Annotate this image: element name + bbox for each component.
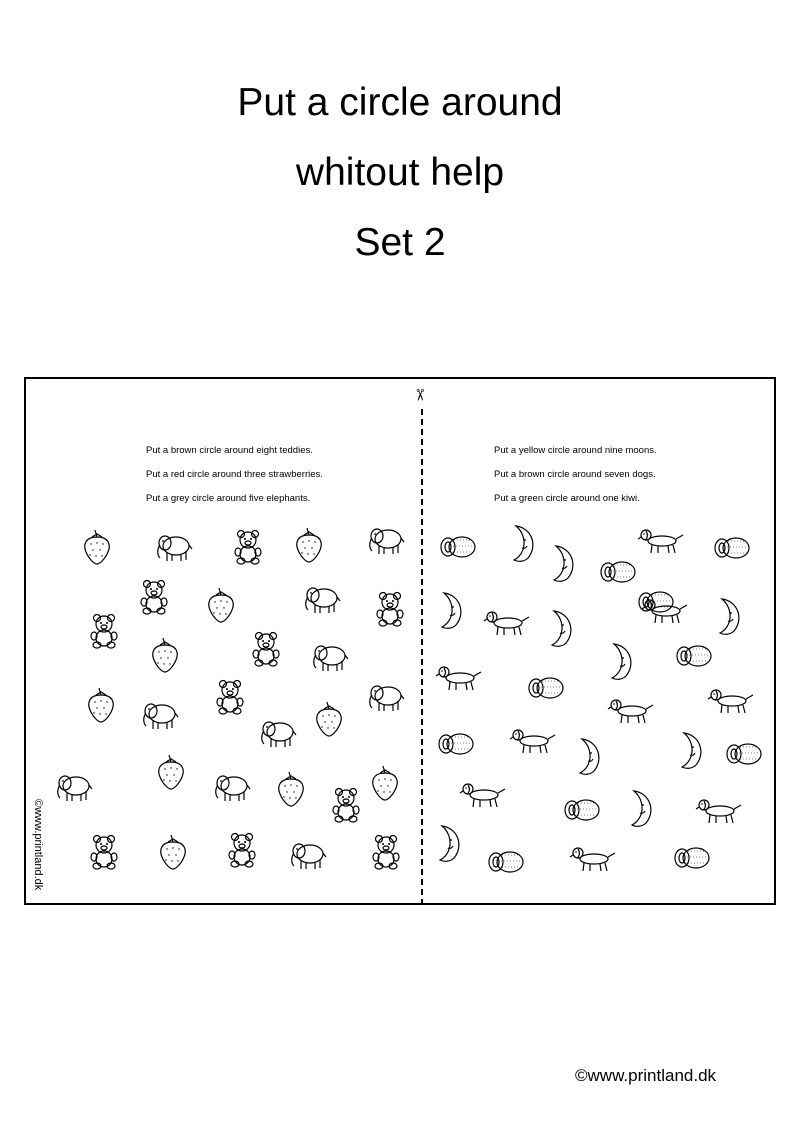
title-line-2: whitout help [295, 151, 505, 194]
footer-copyright: ©www.printland.dk [575, 1066, 717, 1085]
strawberry-icon [86, 687, 116, 723]
dog-icon [642, 597, 688, 625]
dog-icon [696, 797, 742, 825]
elephant-icon [212, 771, 250, 803]
instruction-kiwi: Put a green circle around one kiwi. [494, 493, 640, 504]
elephant-icon [310, 641, 348, 673]
left-instructions [146, 439, 323, 511]
teddy-bear-icon [226, 832, 258, 868]
strawberry-icon [276, 771, 306, 807]
teddy-bear-icon [88, 834, 120, 870]
kiwi-icon [564, 797, 600, 823]
title-line-3: Set 2 [354, 221, 446, 264]
dog-icon [484, 609, 530, 637]
moon-icon [546, 609, 576, 647]
right-instructions [494, 439, 657, 511]
teddy-bear-icon [214, 679, 246, 715]
worksheet-frame [24, 377, 776, 905]
teddy-bear-icon [250, 631, 282, 667]
moon-icon [436, 591, 466, 629]
elephant-icon [140, 699, 178, 731]
dog-icon [608, 697, 654, 725]
elephant-icon [54, 771, 92, 803]
teddy-bear-icon [370, 834, 402, 870]
strawberry-icon [158, 834, 188, 870]
elephant-icon [154, 531, 192, 563]
kiwi-icon [528, 675, 564, 701]
dog-icon [570, 845, 616, 873]
page-title [0, 68, 800, 278]
dog-icon [638, 527, 684, 555]
kiwi-icon [726, 741, 762, 767]
teddy-bear-icon [232, 529, 264, 565]
strawberry-icon [150, 637, 180, 673]
dog-icon [510, 727, 556, 755]
dog-icon [708, 687, 754, 715]
dog-icon [436, 664, 482, 692]
instruction-dogs: Put a brown circle around seven dogs. [494, 469, 656, 480]
title-line-1: Put a circle around [237, 81, 563, 124]
strawberry-icon [294, 527, 324, 563]
elephant-icon [302, 583, 340, 615]
kiwi-icon [676, 643, 712, 669]
teddy-bear-icon [330, 787, 362, 823]
moon-icon [508, 524, 538, 562]
elephant-icon [258, 717, 296, 749]
strawberry-icon [156, 754, 186, 790]
scissors-icon: ✂ [410, 388, 428, 402]
moon-icon [626, 789, 656, 827]
moon-icon [606, 642, 636, 680]
kiwi-icon [488, 849, 524, 875]
strawberry-icon [314, 701, 344, 737]
instruction-elephants: Put a grey circle around five elephants. [146, 493, 311, 504]
instruction-teddies: Put a brown circle around eight teddies. [146, 445, 313, 456]
elephant-icon [366, 524, 404, 556]
strawberry-icon [82, 529, 112, 565]
kiwi-icon [714, 535, 750, 561]
teddy-bear-icon [138, 579, 170, 615]
dog-icon [460, 781, 506, 809]
elephant-icon [288, 839, 326, 871]
elephant-icon [366, 681, 404, 713]
cut-line [421, 409, 423, 905]
strawberry-icon [370, 765, 400, 801]
kiwi-icon [438, 731, 474, 757]
strawberry-icon [206, 587, 236, 623]
kiwi-icon [440, 534, 476, 560]
moon-icon [714, 597, 744, 635]
teddy-bear-icon [88, 613, 120, 649]
kiwi-icon [600, 559, 636, 585]
moon-icon [676, 731, 706, 769]
moon-icon [548, 544, 578, 582]
moon-icon [434, 824, 464, 862]
moon-icon [574, 737, 604, 775]
instruction-strawberries: Put a red circle around three strawberries. [146, 469, 323, 480]
kiwi-icon [674, 845, 710, 871]
instruction-moons: Put a yellow circle around nine moons. [494, 445, 657, 456]
teddy-bear-icon [374, 591, 406, 627]
vertical-copyright: ©www.printland.dk [32, 799, 44, 891]
